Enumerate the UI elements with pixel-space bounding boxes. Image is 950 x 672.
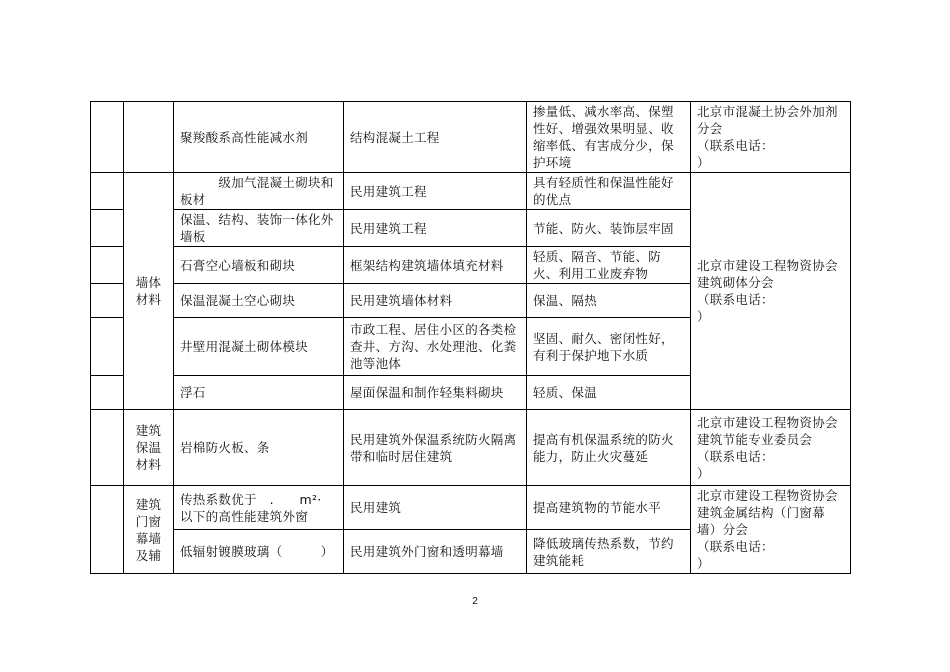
application-scope-cell: 屋面保温和制作轻集料砌块	[344, 376, 527, 410]
index-cell	[91, 210, 124, 247]
features-cell: 轻质、隔音、节能、防火、利用工业废弃物	[527, 247, 691, 284]
index-cell	[91, 247, 124, 284]
application-scope-cell: 结构混凝土工程	[344, 102, 527, 173]
application-scope-cell: 市政工程、居住小区的各类检查井、方沟、水处理池、化粪池等池体	[344, 318, 527, 376]
application-scope-cell: 民用建筑外保温系统防火隔离带和临时居住建筑	[344, 410, 527, 486]
contact-cell: 北京市建设工程物资协会建筑节能专业委员会 （联系电话： ）	[691, 410, 851, 486]
index-cell	[91, 173, 124, 210]
product-name-cell: 浮石	[174, 376, 344, 410]
application-scope-cell: 民用建筑墙体材料	[344, 284, 527, 318]
table-row	[91, 486, 851, 530]
index-cell	[91, 410, 124, 486]
index-cell	[91, 318, 124, 376]
product-name-cell: 保温、结构、装饰一体化外墙板	[174, 210, 344, 247]
features-cell: 坚固、耐久、密闭性好，有利于保护地下水质	[527, 318, 691, 376]
application-scope-cell: 框架结构建筑墙体填充材料	[344, 247, 527, 284]
index-cell	[91, 486, 124, 574]
page-number: 2	[472, 596, 478, 607]
index-cell	[91, 376, 124, 410]
category-cell: 建筑门窗幕墙及辅	[124, 486, 174, 574]
application-scope-cell: 民用建筑外门窗和透明幕墙	[344, 530, 527, 574]
product-name-cell: 聚羧酸系高性能减水剂	[174, 102, 344, 173]
features-cell: 提高建筑物的节能水平	[527, 486, 691, 530]
contact-cell: 北京市建设工程物资协会建筑砌体分会 （联系电话： ）	[691, 173, 851, 410]
index-cell	[91, 284, 124, 318]
product-name-cell: 级加气混凝土砌块和板材	[174, 173, 344, 210]
category-cell: 墙体材料	[124, 173, 174, 410]
features-cell: 掺量低、减水率高、保塑性好、增强效果明显、收缩率低、有害成分少，保护环境	[527, 102, 691, 173]
features-cell: 轻质、保温	[527, 376, 691, 410]
application-scope-cell: 民用建筑工程	[344, 173, 527, 210]
index-cell	[91, 102, 124, 173]
application-scope-cell: 民用建筑工程	[344, 210, 527, 247]
contact-cell: 北京市建设工程物资协会建筑金属结构（门窗幕墙）分会 （联系电话： ）	[691, 486, 851, 574]
table-row	[91, 102, 851, 173]
product-name-cell: 石膏空心墙板和砌块	[174, 247, 344, 284]
materials-table	[90, 101, 851, 574]
product-name-cell: 岩棉防火板、条	[174, 410, 344, 486]
features-cell: 节能、防火、装饰层牢固	[527, 210, 691, 247]
features-cell: 保温、隔热	[527, 284, 691, 318]
product-name-cell: 低辐射镀膜玻璃（ ）	[174, 530, 344, 574]
product-name-cell: 传热系数优于 . m²· 以下的高性能建筑外窗	[174, 486, 344, 530]
features-cell: 具有轻质性和保温性能好的优点	[527, 173, 691, 210]
product-name-cell: 保温混凝土空心砌块	[174, 284, 344, 318]
contact-cell: 北京市混凝土协会外加剂分会 （联系电话： ）	[691, 102, 851, 173]
category-cell: 建筑保温材料	[124, 410, 174, 486]
product-name-cell: 井壁用混凝土砌体模块	[174, 318, 344, 376]
features-cell: 降低玻璃传热系数，节约建筑能耗	[527, 530, 691, 574]
table-row	[91, 173, 851, 210]
application-scope-cell: 民用建筑	[344, 486, 527, 530]
table-row	[91, 410, 851, 486]
category-cell	[124, 102, 174, 173]
features-cell: 提高有机保温系统的防火能力，防止火灾蔓延	[527, 410, 691, 486]
